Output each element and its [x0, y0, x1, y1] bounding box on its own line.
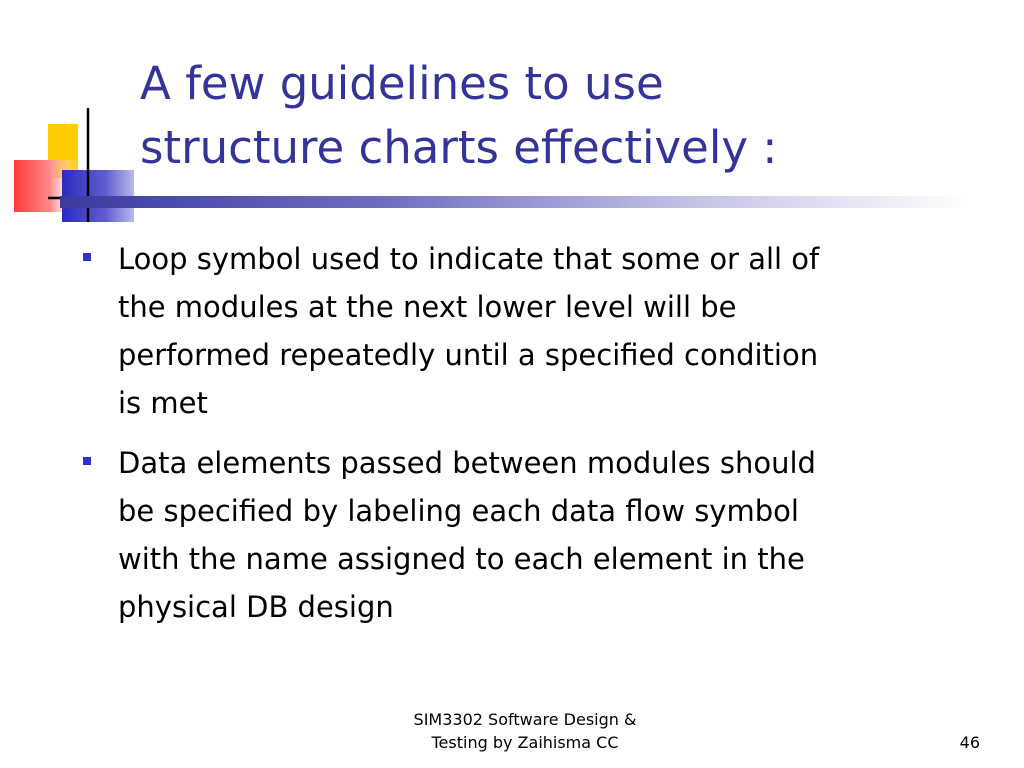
bullet-text-line: be specified by labeling each data flow symbol — [118, 494, 799, 528]
footer-course-label — [390, 708, 660, 754]
bullet-text-line: Loop symbol used to indicate that some or all of — [118, 242, 820, 276]
page-number: 46 — [959, 733, 980, 752]
slide-title — [140, 52, 1000, 180]
title-line: structure charts effectively : — [140, 121, 778, 174]
bullet-item — [80, 235, 985, 427]
title-underline-rule — [60, 196, 970, 208]
bullet-text-line: Data elements passed between modules should — [118, 446, 816, 480]
bullet-text-line: with the name assigned to each element in the — [118, 542, 805, 576]
footer-line: Testing by Zaihisma CC — [431, 733, 619, 752]
square-bullet-icon — [83, 253, 91, 261]
bullet-text-line: performed repeatedly until a specified condition — [118, 338, 819, 372]
square-bullet-icon — [83, 457, 91, 465]
bullet-text-line: physical DB design — [118, 590, 394, 624]
bullet-list — [80, 235, 985, 643]
bullet-text-line: the modules at the next lower level will be — [118, 290, 737, 324]
bullet-text-line: is met — [118, 386, 208, 420]
title-line: A few guidelines to use — [140, 57, 664, 110]
footer-line: SIM3302 Software Design & — [413, 710, 637, 729]
bullet-item — [80, 439, 985, 631]
